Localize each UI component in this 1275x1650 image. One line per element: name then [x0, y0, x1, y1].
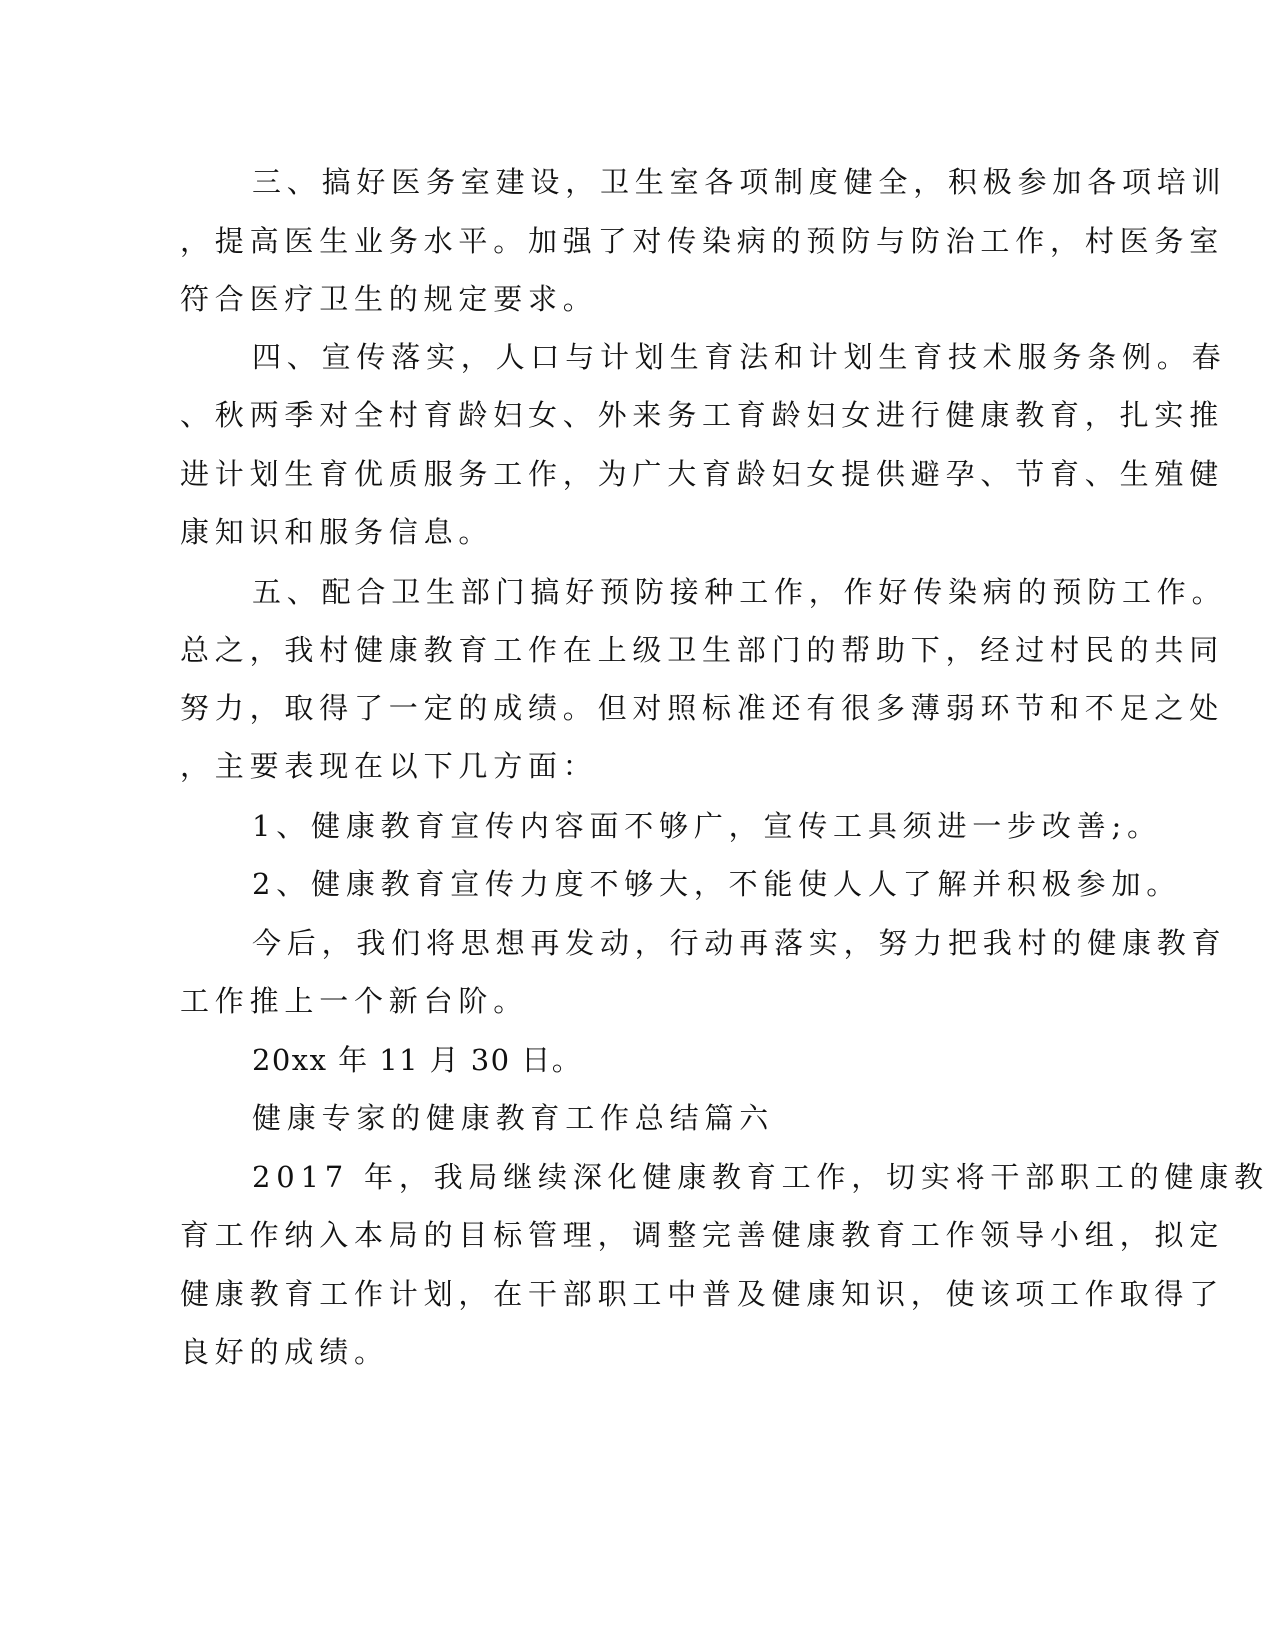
date-line: 20xx 年 11 月 30 日。: [252, 1043, 583, 1077]
text-line: 今后，我们将思想再发动，行动再落实，努力把我村的健康教育: [252, 926, 1227, 960]
text-line: 三、搞好医务室建设，卫生室各项制度健全，积极参加各项培训: [252, 165, 1227, 199]
text-line: 总之，我村健康教育工作在上级卫生部门的帮助下，经过村民的共同: [180, 633, 1225, 667]
text-line: 2017 年，我局继续深化健康教育工作，切实将干部职工的健康教: [252, 1160, 1269, 1194]
text-line: 1、健康教育宣传内容面不够广，宣传工具须进一步改善;。: [252, 809, 1162, 843]
text-line: 五、配合卫生部门搞好预防接种工作，作好传染病的预防工作。: [252, 575, 1227, 609]
text-line: ，主要表现在以下几方面：: [180, 749, 598, 783]
text-line: ，提高医生业务水平。加强了对传染病的预防与防治工作，村医务室: [180, 224, 1225, 258]
text-line: 四、宣传落实，人口与计划生育法和计划生育技术服务条例。春: [252, 340, 1227, 374]
text-line: 符合医疗卫生的规定要求。: [180, 282, 598, 316]
text-line: 2、健康教育宣传力度不够大，不能使人人了解并积极参加。: [252, 867, 1182, 901]
text-line: 康知识和服务信息。: [180, 515, 494, 549]
text-line: 进计划生育优质服务工作，为广大育龄妇女提供避孕、节育、生殖健: [180, 457, 1225, 491]
text-line: 工作推上一个新台阶。: [180, 984, 529, 1018]
text-line: 、秋两季对全村育龄妇女、外来务工育龄妇女进行健康教育，扎实推: [180, 398, 1225, 432]
text-line: 良好的成绩。: [180, 1335, 389, 1369]
text-line: 健康教育工作计划，在干部职工中普及健康知识，使该项工作取得了: [180, 1277, 1225, 1311]
section-heading: 健康专家的健康教育工作总结篇六: [252, 1101, 775, 1135]
text-line: 育工作纳入本局的目标管理，调整完善健康教育工作领导小组，拟定: [180, 1218, 1225, 1252]
text-line: 努力，取得了一定的成绩。但对照标准还有很多薄弱环节和不足之处: [180, 691, 1225, 725]
